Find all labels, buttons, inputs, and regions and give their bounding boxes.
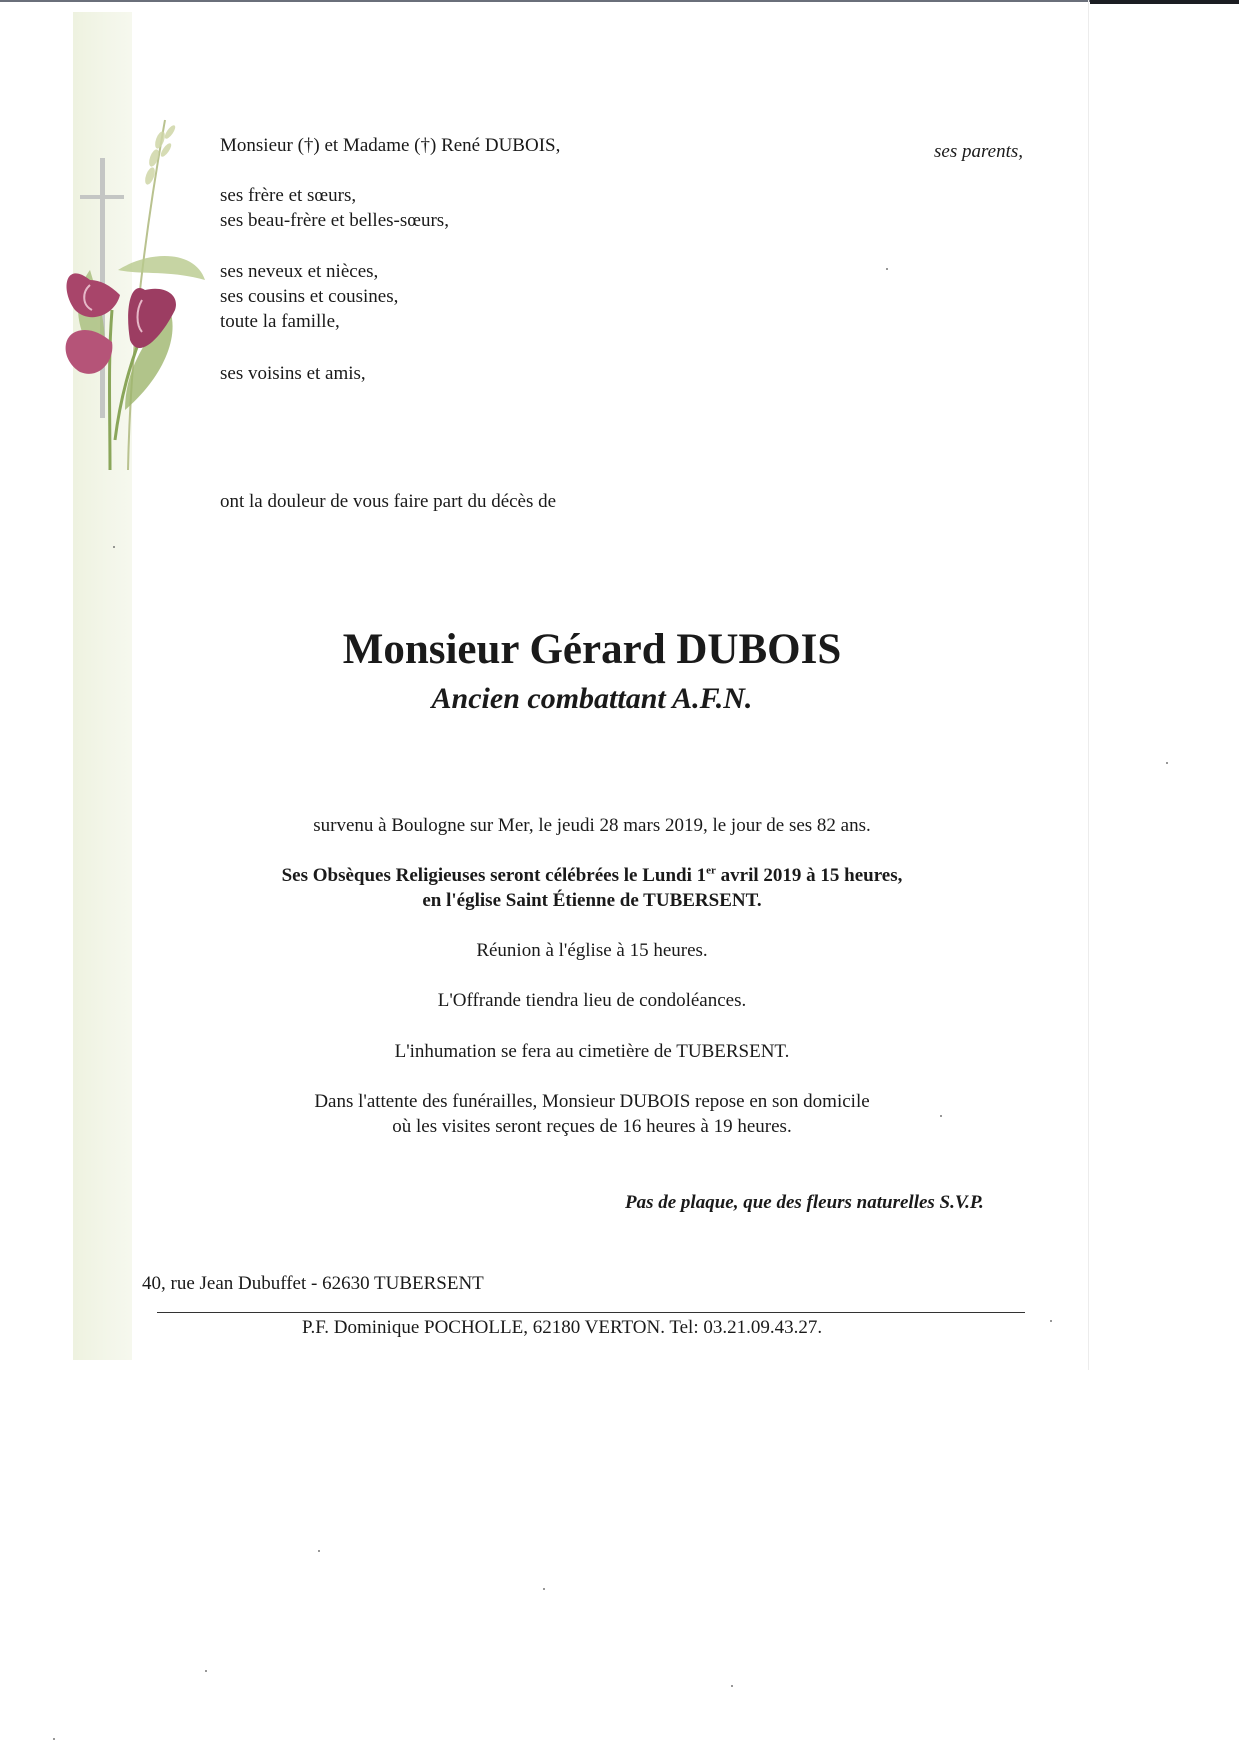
scan-speck [731, 1685, 733, 1687]
visit-line: Dans l'attente des funérailles, Monsieur DUBOIS repose en son domicile [314, 1091, 870, 1112]
cross-and-lily-ornament [30, 110, 210, 480]
family-line: ses beau-frère et belles-sœurs, [220, 210, 449, 231]
funeral-line-text: Ses Obsèques Religieuses seront célébrées le Lundi 1 [281, 865, 707, 886]
family-line: ses cousins et cousines, [220, 286, 399, 307]
address: 40, rue Jean Dubuffet - 62630 TUBERSENT [142, 1273, 484, 1294]
scan-speck [113, 546, 115, 548]
divider [157, 1312, 1025, 1313]
burial-line: L'inhumation se fera au cimetière de TUBERSENT. [394, 1041, 790, 1062]
deceased-title: Ancien combattant A.F.N. [431, 682, 753, 715]
scan-edge [1090, 0, 1239, 4]
family-line: toute la famille, [220, 311, 340, 332]
visit-line: où les visites seront reçues de 16 heures à 19 heures. [392, 1116, 792, 1137]
scan-speck [53, 1738, 55, 1740]
family-line: ses frère et sœurs, [220, 185, 357, 206]
family-line: ses voisins et amis, [220, 363, 366, 384]
family-line: ses neveux et nièces, [220, 261, 379, 282]
ordinal-suffix: er [706, 864, 716, 877]
offering-line: L'Offrande tiendra lieu de condoléances. [437, 990, 747, 1011]
deceased-name: Monsieur Gérard DUBOIS [342, 626, 842, 673]
meeting-line: Réunion à l'église à 15 heures. [476, 940, 708, 961]
scan-speck [543, 1588, 545, 1590]
scan-speck [318, 1550, 320, 1552]
funeral-line [0, 866, 1184, 885]
death-details: survenu à Boulogne sur Mer, le jeudi 28 mars 2019, le jour de ses 82 ans. [313, 815, 871, 836]
scan-edge [0, 0, 1090, 2]
scan-speck [205, 1670, 207, 1672]
scan-speck [886, 268, 888, 270]
funeral-location: en l'église Saint Étienne de TUBERSENT. [422, 890, 762, 911]
funeral-line-text: avril 2019 à 15 heures, [715, 865, 903, 886]
scan-speck [940, 1115, 942, 1117]
flowers-note: Pas de plaque, que des fleurs naturelles S.V.P. [625, 1192, 984, 1213]
parents-role: ses parents, [934, 141, 1024, 162]
scan-speck [1050, 1320, 1052, 1322]
parents-line: Monsieur (†) et Madame (†) René DUBOIS, [220, 135, 561, 156]
scan-speck [1166, 762, 1168, 764]
funeral-home: P.F. Dominique POCHOLLE, 62180 VERTON. Tel: 03.21.09.43.27. [302, 1317, 823, 1338]
announcement: ont la douleur de vous faire part du décès de [220, 491, 557, 512]
